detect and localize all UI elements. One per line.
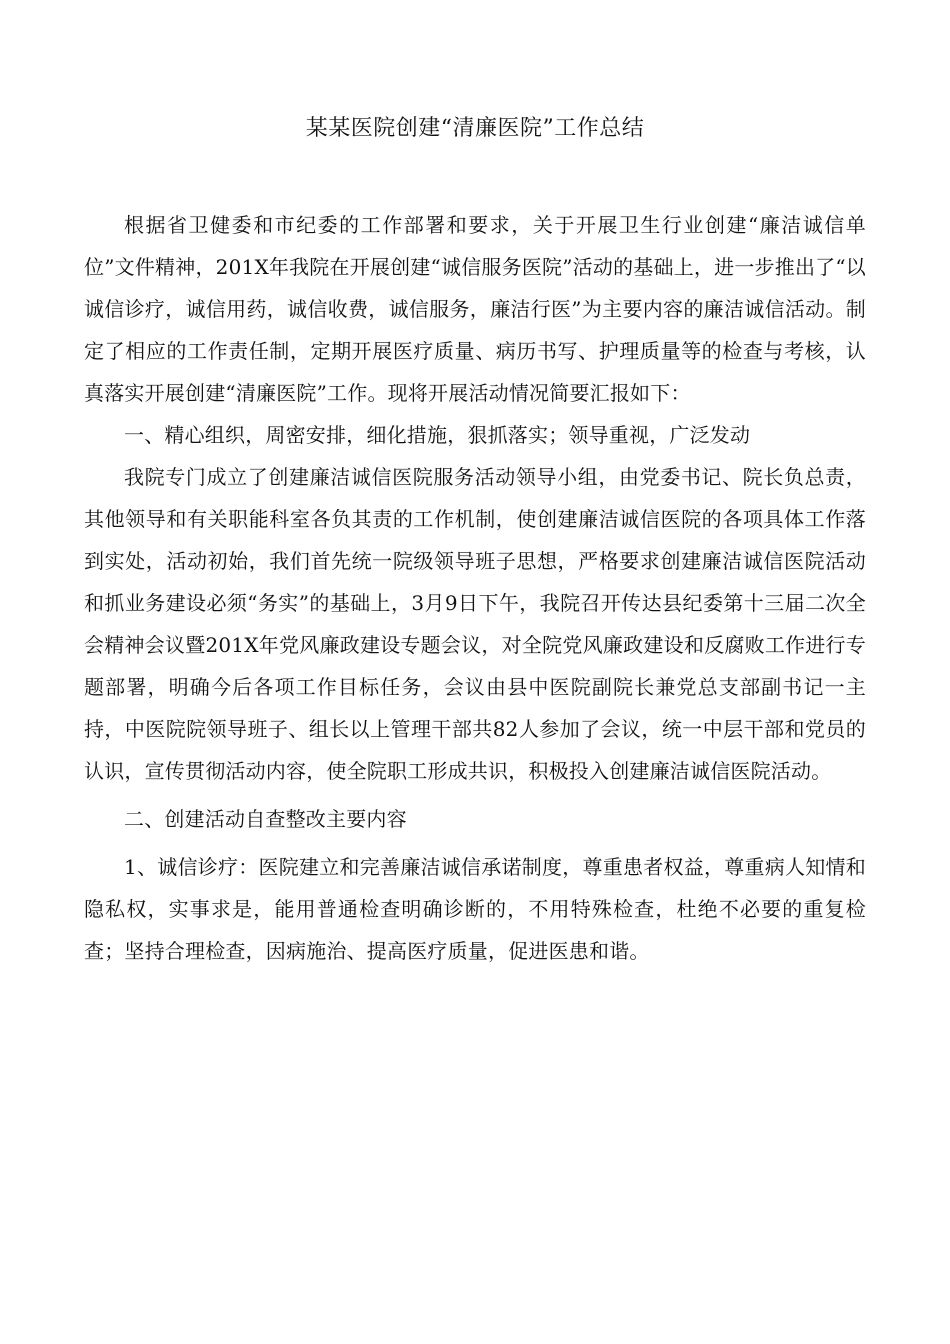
document-body — [84, 204, 866, 972]
section-heading-1: 一、精心组织，周密安排，细化措施，狠抓落实；领导重视，广泛发动 — [124, 423, 751, 447]
intro-paragraph: 根据省卫健委和市纪委的工作部署和要求，关于开展卫生行业创建“廉洁诚信单位”文件精神，201X年我院在开展创建“诚信服务医院”活动的基础上，进一步推出了“以诚信诊疗，诚信用药，诚信收费，诚信服务，廉洁行医”为主要内容的廉洁诚信活动。制定了相应的工作责任制，定期开展医疗质量、病历书写、护理质量等的检查与考核，认真落实开展创建“清廉医院”工作。现将开展活动情况简要汇报如下： — [84, 213, 866, 405]
section-heading-2: 二、创建活动自查整改主要内容 — [124, 807, 407, 831]
document-title: 某某医院创建“清廉医院”工作总结 — [305, 116, 645, 141]
section-1-paragraph: 我院专门成立了创建廉洁诚信医院服务活动领导小组，由党委书记、院长负总责，其他领导和有关职能科室各负其责的工作机制，使创建廉洁诚信医院的各项具体工作落到实处，活动初始，我们首先统一院级领导班子思想，严格要求创建廉洁诚信医院活动和抓业务建设必须“务实”的基础上，3月9日下午，我院召开传达县纪委第十三届二次全会精神会议暨201X年党风廉政建设专题会议，对全院党风廉政建设和反腐败工作进行专题部署，明确今后各项工作目标任务，会议由县中医院副院长兼党总支部副书记一主持，中医院院领导班子、组长以上管理干部共82人参加了会议，统一中层干部和党员的认识，宣传贯彻活动内容，使全院职工形成共识，积极投入创建廉洁诚信医院活动。 — [84, 465, 866, 783]
item-1-paragraph: 1、诚信诊疗：医院建立和完善廉洁诚信承诺制度，尊重患者权益，尊重病人知情和隐私权，实事求是，能用普通检查明确诊断的，不用特殊检查，杜绝不必要的重复检查；坚持合理检查，因病施治、提高医疗质量，促进医患和谐。 — [84, 855, 866, 963]
